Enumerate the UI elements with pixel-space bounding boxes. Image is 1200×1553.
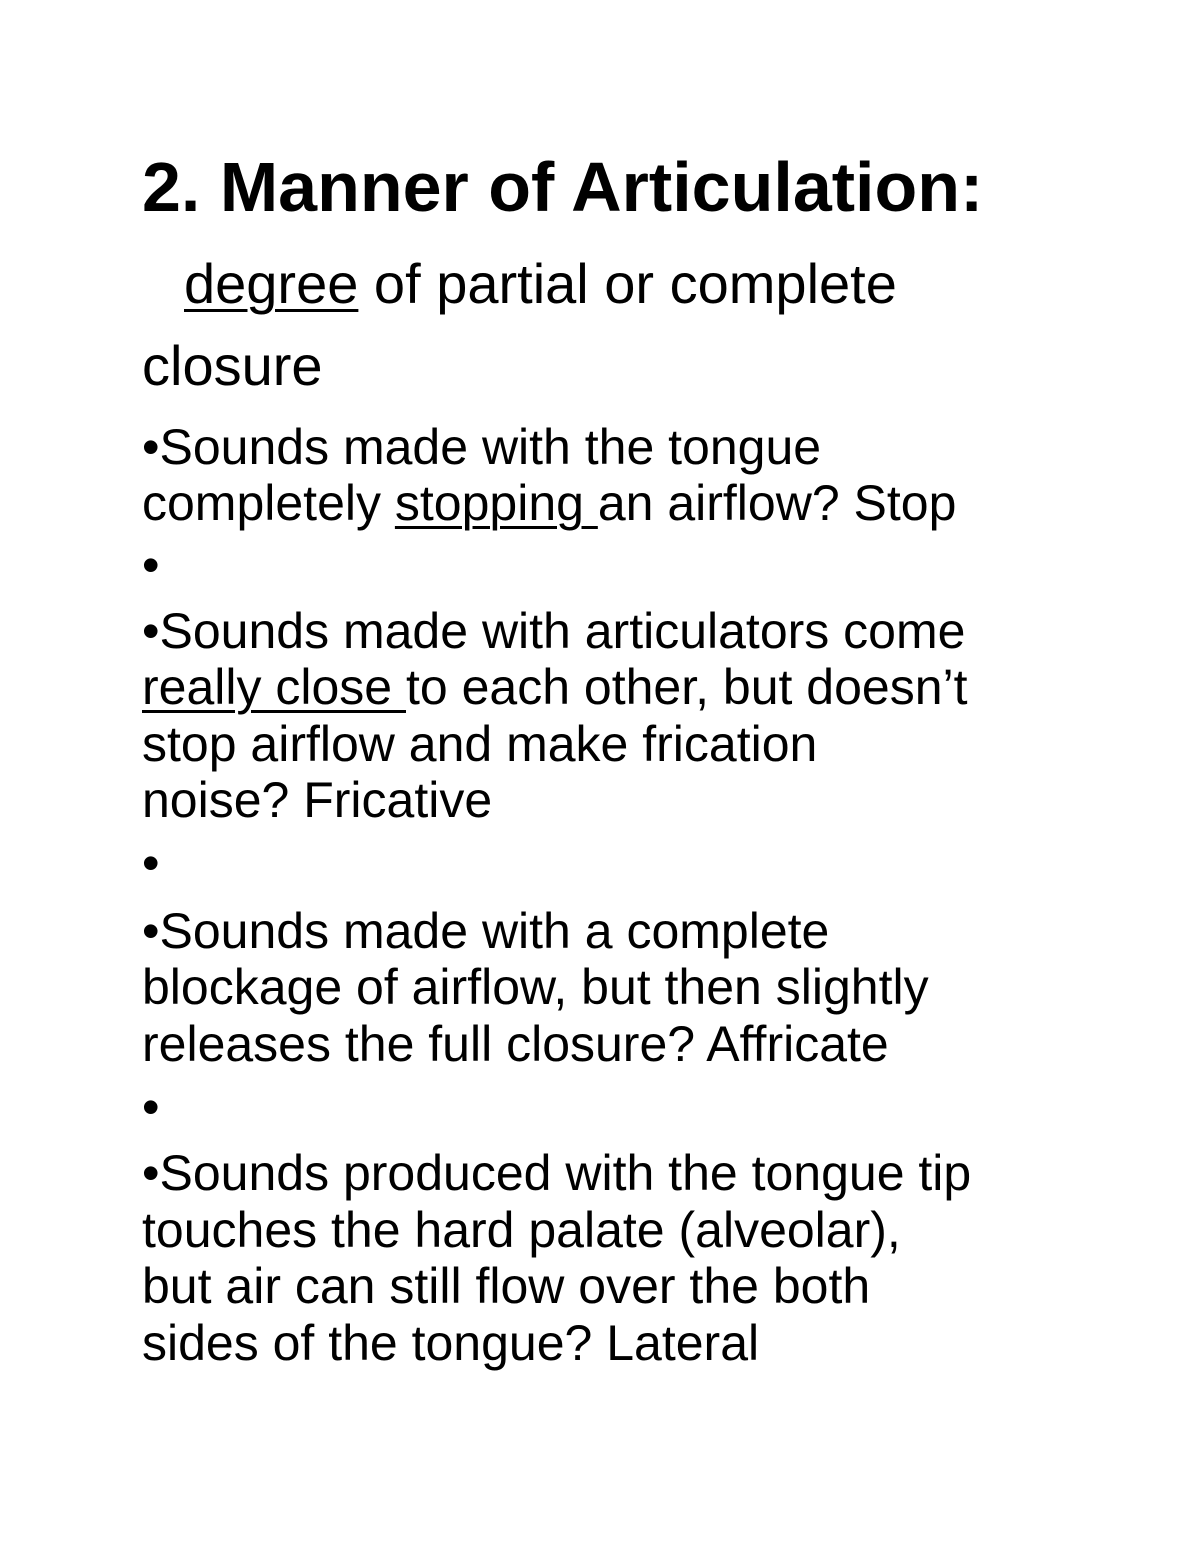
item-fricative-line-2 bbox=[142, 659, 968, 715]
item-fricative-keyword: really close bbox=[142, 659, 406, 715]
definition-text: of partial or complete bbox=[358, 252, 897, 315]
item-affricate-line-2: blockage of airflow, but then slightly bbox=[142, 959, 929, 1015]
item-stop-line-1: •Sounds made with the tongue bbox=[142, 419, 822, 475]
empty-bullet-1: • bbox=[142, 537, 160, 593]
item-lateral-line-3: but air can still flow over the both bbox=[142, 1258, 871, 1314]
item-lateral-line-4: sides of the tongue? Lateral bbox=[142, 1315, 760, 1371]
definition-line-1 bbox=[184, 252, 897, 315]
empty-bullet-2: • bbox=[142, 835, 160, 891]
item-fricative-line-4: noise? Fricative bbox=[142, 772, 493, 828]
item-affricate-line-3: releases the full closure? Affricate bbox=[142, 1016, 889, 1072]
item-stop-keyword: stopping bbox=[394, 475, 598, 531]
item-lateral-line-2: touches the hard palate (alveolar), bbox=[142, 1202, 901, 1258]
page-title: 2. Manner of Articulation: bbox=[142, 148, 984, 226]
definition-keyword: degree bbox=[184, 252, 359, 315]
item-lateral-line-1: •Sounds produced with the tongue tip bbox=[142, 1145, 972, 1201]
empty-bullet-3: • bbox=[142, 1079, 160, 1135]
item-fricative-line-3: stop airflow and make frication bbox=[142, 716, 818, 772]
item-stop-answer: an airflow? Stop bbox=[597, 475, 957, 531]
item-affricate-line-1: •Sounds made with a complete bbox=[142, 903, 830, 959]
item-stop-text: completely bbox=[142, 475, 395, 531]
item-fricative-line-1: •Sounds made with articulators come bbox=[142, 603, 966, 659]
item-stop-line-2 bbox=[142, 475, 957, 531]
definition-line-2: closure bbox=[142, 334, 323, 397]
item-fricative-text: to each other, but doesn’t bbox=[406, 659, 968, 715]
